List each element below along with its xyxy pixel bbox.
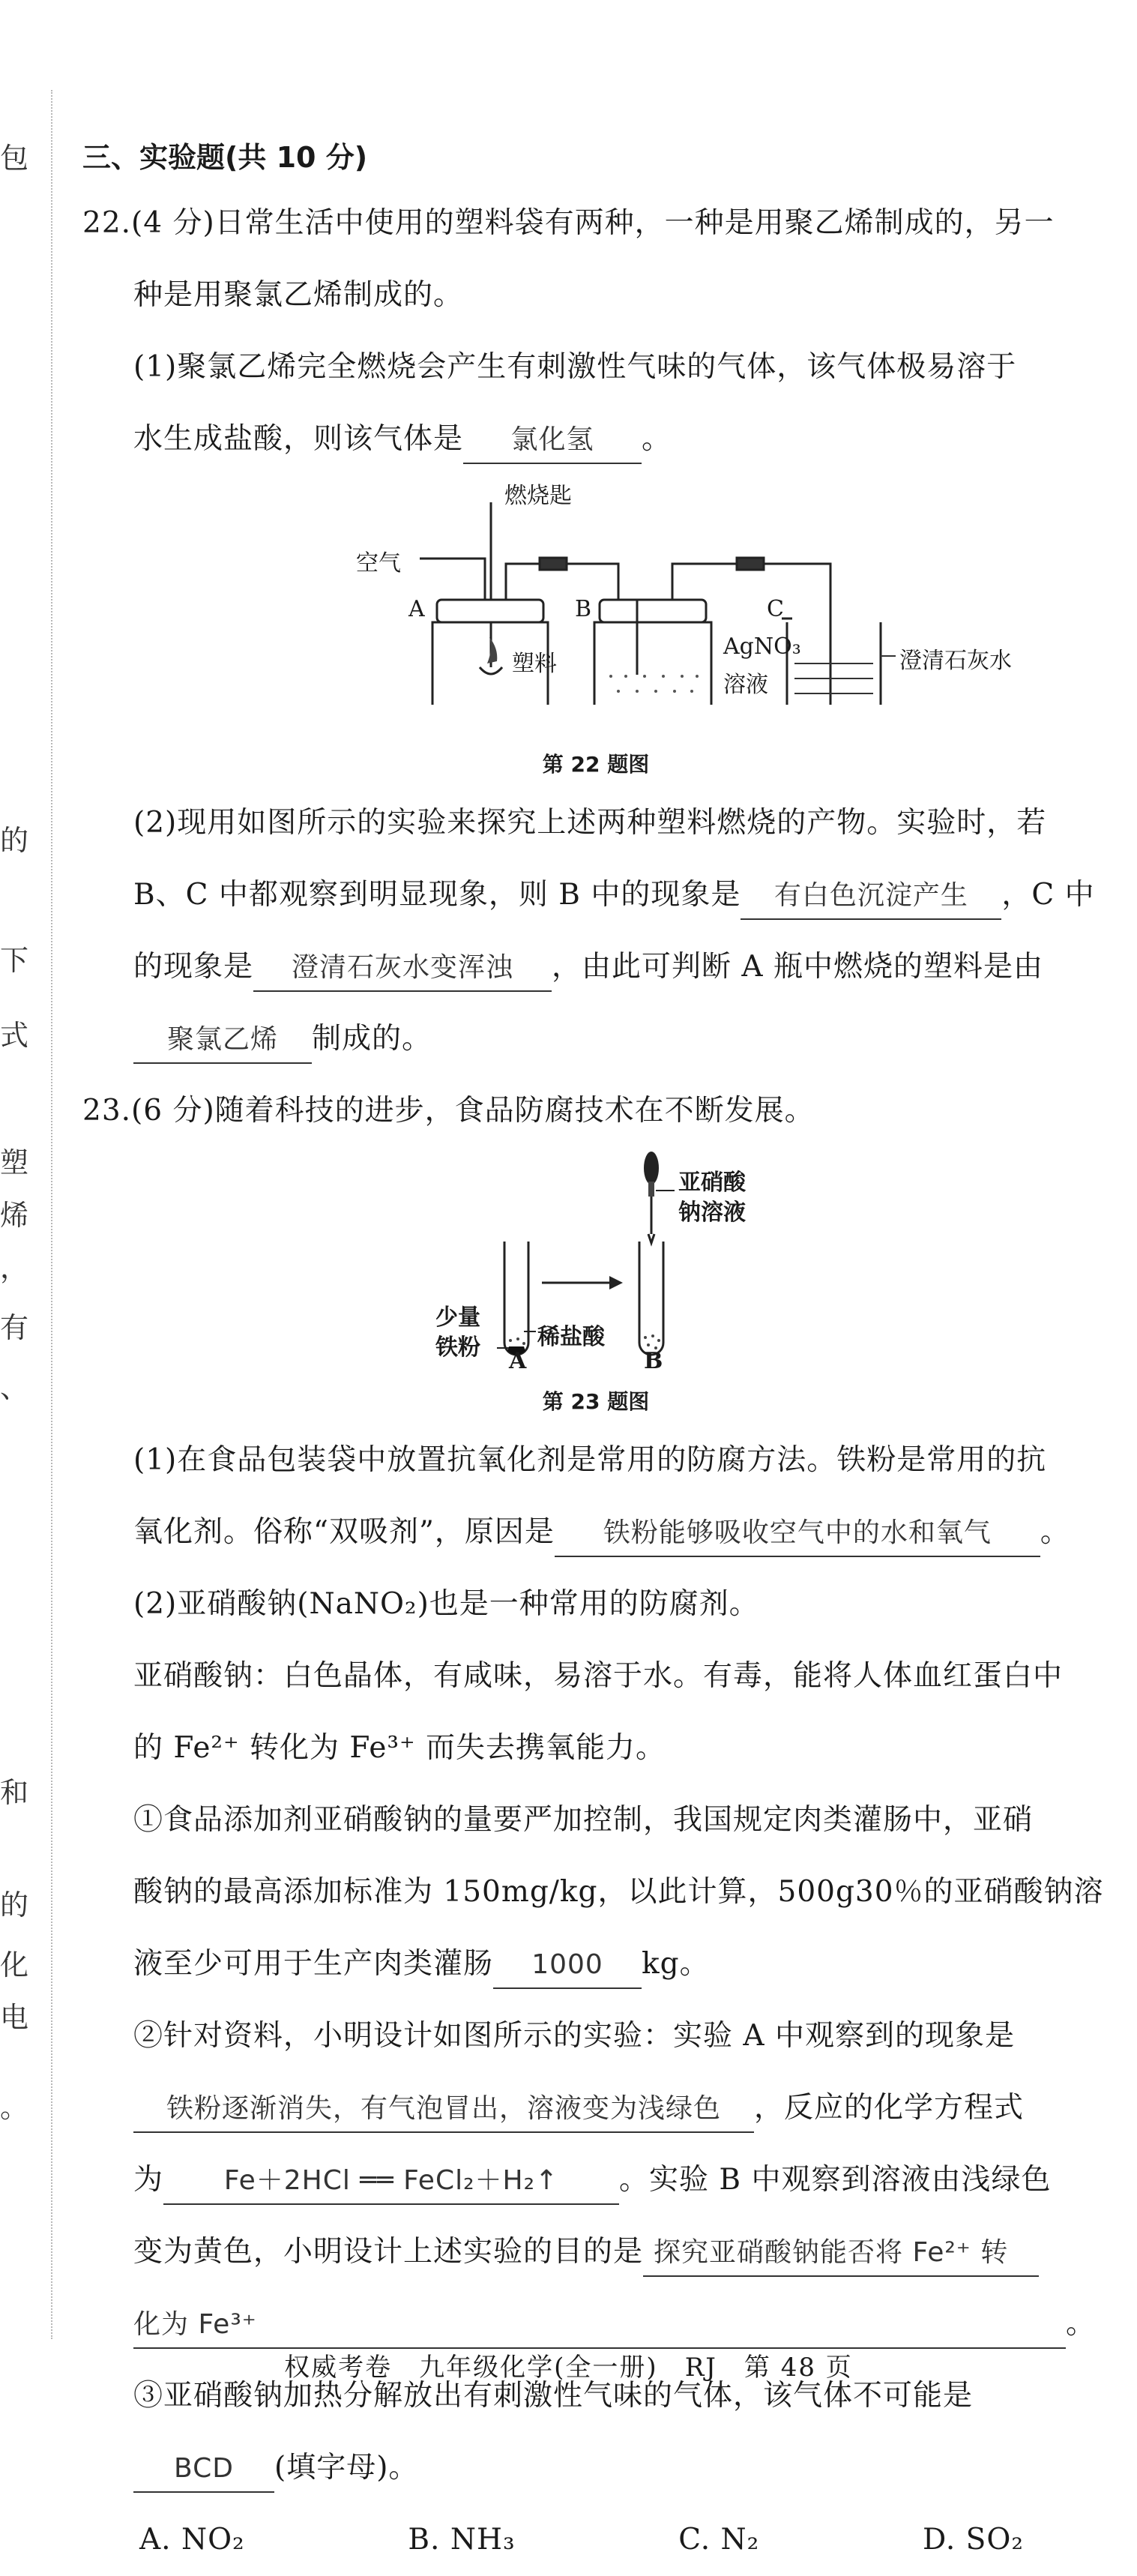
q22-part2-text: B、C 中都观察到明显现象，则 B 中的现象是 [133,878,741,912]
q23-c2-line2 [82,2072,1109,2144]
q22-part2-end: 制成的。 [312,1022,432,1056]
q23-answer-4: Fe＋2HCl ══ FeCl₂＋H₂↑ [163,2158,619,2205]
q23-c2-line1: ②针对资料，小明设计如图所示的实验：实验 A 中观察到的现象是 [133,2019,1015,2053]
q23-info-line2: 的 Fe²⁺ 转化为 Fe³⁺ 而失去携氧能力。 [133,1731,666,1765]
option-d: D. SO₂ [922,2523,1024,2557]
option-a: A. NO₂ [139,2523,245,2557]
q23-experiment-figure [371,1152,821,1374]
q23-c1-line1: ①食品添加剂亚硝酸钠的量要严加控制，我国规定肉类灌肠中，亚硝 [133,1803,1034,1837]
q22-part2-line3 [82,931,1109,1003]
q23-c1-unit: kg。 [642,1947,710,1981]
q23-answer-5-part2: 化为 Fe³⁺ [133,2302,1066,2349]
label-dilute-hcl: 稀盐酸 [537,1324,605,1350]
q23-c1-line2: 酸钠的最高添加标准为 150mg/kg，以此计算，500g30％的亚硝酸钠溶 [133,1875,1104,1909]
label-tube-b: B [644,1348,663,1374]
q22-part2-line2 [82,859,1109,931]
label-solution: 溶液 [723,672,768,698]
margin-fragment: ， [0,1251,29,1284]
margin-dotted-line [51,90,52,2339]
q23-part1-line1: (1)在食品包装袋中放置抗氧化剂是常用的防腐方法。铁粉是常用的抗 [133,1443,1047,1477]
q23-answer-5-part1: 探究亚硝酸钠能否将 Fe²⁺ 转 [643,2230,1039,2277]
q22-part1-line1: (1)聚氯乙烯完全燃烧会产生有刺激性气味的气体，该气体极易溶于 [133,350,1017,384]
q22-answer-2: 有白色沉淀产生 [741,873,1001,920]
q22-apparatus-figure [236,480,1012,705]
label-bottle-a: A [408,596,425,622]
q22-figure-caption: 第 22 题图 [542,752,650,777]
q23-c2-for: 为 [133,2163,164,2197]
margin-fragment: 下 [0,944,29,977]
q22-part2-line4 [82,1003,1109,1075]
label-sodium-nitrite-1: 亚硝酸 [678,1170,746,1196]
q23-c2-end: 。 [1066,2307,1097,2341]
q22-part1-line2 [82,403,1109,475]
label-limewater: 澄清石灰水 [899,648,1012,674]
q23-c2-cont2: 。实验 B 中观察到溶液由浅绿色 [619,2163,1052,2197]
margin-fragment: 电 [0,2001,29,2034]
margin-fragment: 的 [0,1889,29,1922]
margin-fragment: 有 [0,1311,29,1344]
q23-part1-text: 氧化剂。俗称“双吸剂”，原因是 [133,1515,555,1549]
label-bottle-b: B [575,596,592,622]
q23-stem: 23.(6 分)随着科技的进步，食品防腐技术在不断发展。 [82,1094,815,1128]
margin-fragment: 和 [0,1776,29,1809]
label-plastic: 塑料 [512,651,557,677]
label-small-amount: 少量 [435,1304,480,1331]
q22-part2-text2: 的现象是 [133,950,254,984]
q23-c1-line3 [82,1928,1109,2000]
label-burning-spoon: 燃烧匙 [504,483,572,509]
q23-c1-text: 液至少可用于生产肉类灌肠 [133,1947,494,1981]
q22-stem-line2: 种是用聚氯乙烯制成的。 [133,278,464,312]
q23-answer-6: BCD [133,2446,274,2493]
label-agno3: AgNO₃ [723,634,801,660]
page-footer: 权威考卷 九年级化学(全一册) RJ 第 48 页 [284,2353,853,2383]
margin-fragment: 。 [0,2091,29,2124]
left-margin-fragments [0,0,52,2479]
option-b: B. NH₃ [408,2523,516,2557]
label-beaker-c: C [767,596,784,622]
q23-c2-cont: ，反应的化学方程式 [754,2091,1025,2125]
margin-fragment: 的 [0,824,29,857]
q22-part1-text: 水生成盐酸，则该气体是 [133,422,464,456]
label-air: 空气 [356,550,401,577]
margin-fragment: 式 [0,1019,29,1052]
q23-c3-line1: ③亚硝酸钠加热分解放出有刺激性气味的气体，该气体不可能是 [133,2379,974,2413]
label-sodium-nitrite-2: 钠溶液 [678,1200,746,1226]
q23-c2-line4 [82,2216,1109,2288]
q22-stem-line1: 22.(4 分)日常生活中使用的塑料袋有两种，一种是用聚乙烯制成的，另一 [82,206,1055,240]
q23-answer-1: 铁粉能够吸收空气中的水和氧气 [555,1511,1040,1557]
q22-answer-1: 氯化氢 [463,418,642,464]
q23-c2-line3 [82,2144,1109,2216]
worksheet-content [82,127,1109,2576]
q23-part1-line2 [82,1496,1109,1568]
q22-part2-cont2: ，由此可判断 A 瓶中燃烧的塑料是由 [552,950,1043,984]
q23-info-line1: 亚硝酸钠：白色晶体，有咸味，易溶于水。有毒，能将人体血红蛋白中 [133,1659,1064,1693]
q23-options [82,2504,1024,2576]
margin-fragment: 烯 [0,1199,29,1232]
option-c: C. N₂ [678,2523,760,2557]
section-title: 三、实验题(共 10 分) [82,141,368,174]
margin-fragment: 、 [0,1371,29,1404]
q23-part2-title: (2)亚硝酸钠(NaNO₂)也是一种常用的防腐剂。 [133,1587,759,1621]
q22-part2-cont: ，C 中 [1001,878,1095,912]
margin-fragment: 塑 [0,1146,29,1179]
question-22 [82,187,1109,1075]
q22-answer-4: 聚氯乙烯 [133,1017,312,1064]
margin-fragment: 包 [0,142,29,175]
label-iron-powder: 铁粉 [435,1334,480,1361]
label-tube-a: A [509,1348,527,1374]
q22-apparatus-diagram [236,480,956,705]
q23-answer-2: 1000 [493,1942,642,1989]
q22-part1-end: 。 [642,422,672,456]
q23-c3-hint: (填字母)。 [274,2451,419,2485]
q23-c3-line2 [82,2432,1109,2504]
q23-figure-caption: 第 23 题图 [542,1389,650,1414]
margin-fragment: 化 [0,1948,29,1981]
q22-part2-line1: (2)现用如图所示的实验来探究上述两种塑料燃烧的产物。实验时，若 [133,806,1047,840]
q23-part1-end: 。 [1040,1515,1070,1549]
q23-answer-3: 铁粉逐渐消失，有气泡冒出，溶液变为浅绿色 [133,2086,754,2133]
q22-answer-3: 澄清石灰水变浑浊 [253,945,552,992]
q23-c2-purpose: 变为黄色，小明设计上述实验的目的是 [133,2235,644,2269]
